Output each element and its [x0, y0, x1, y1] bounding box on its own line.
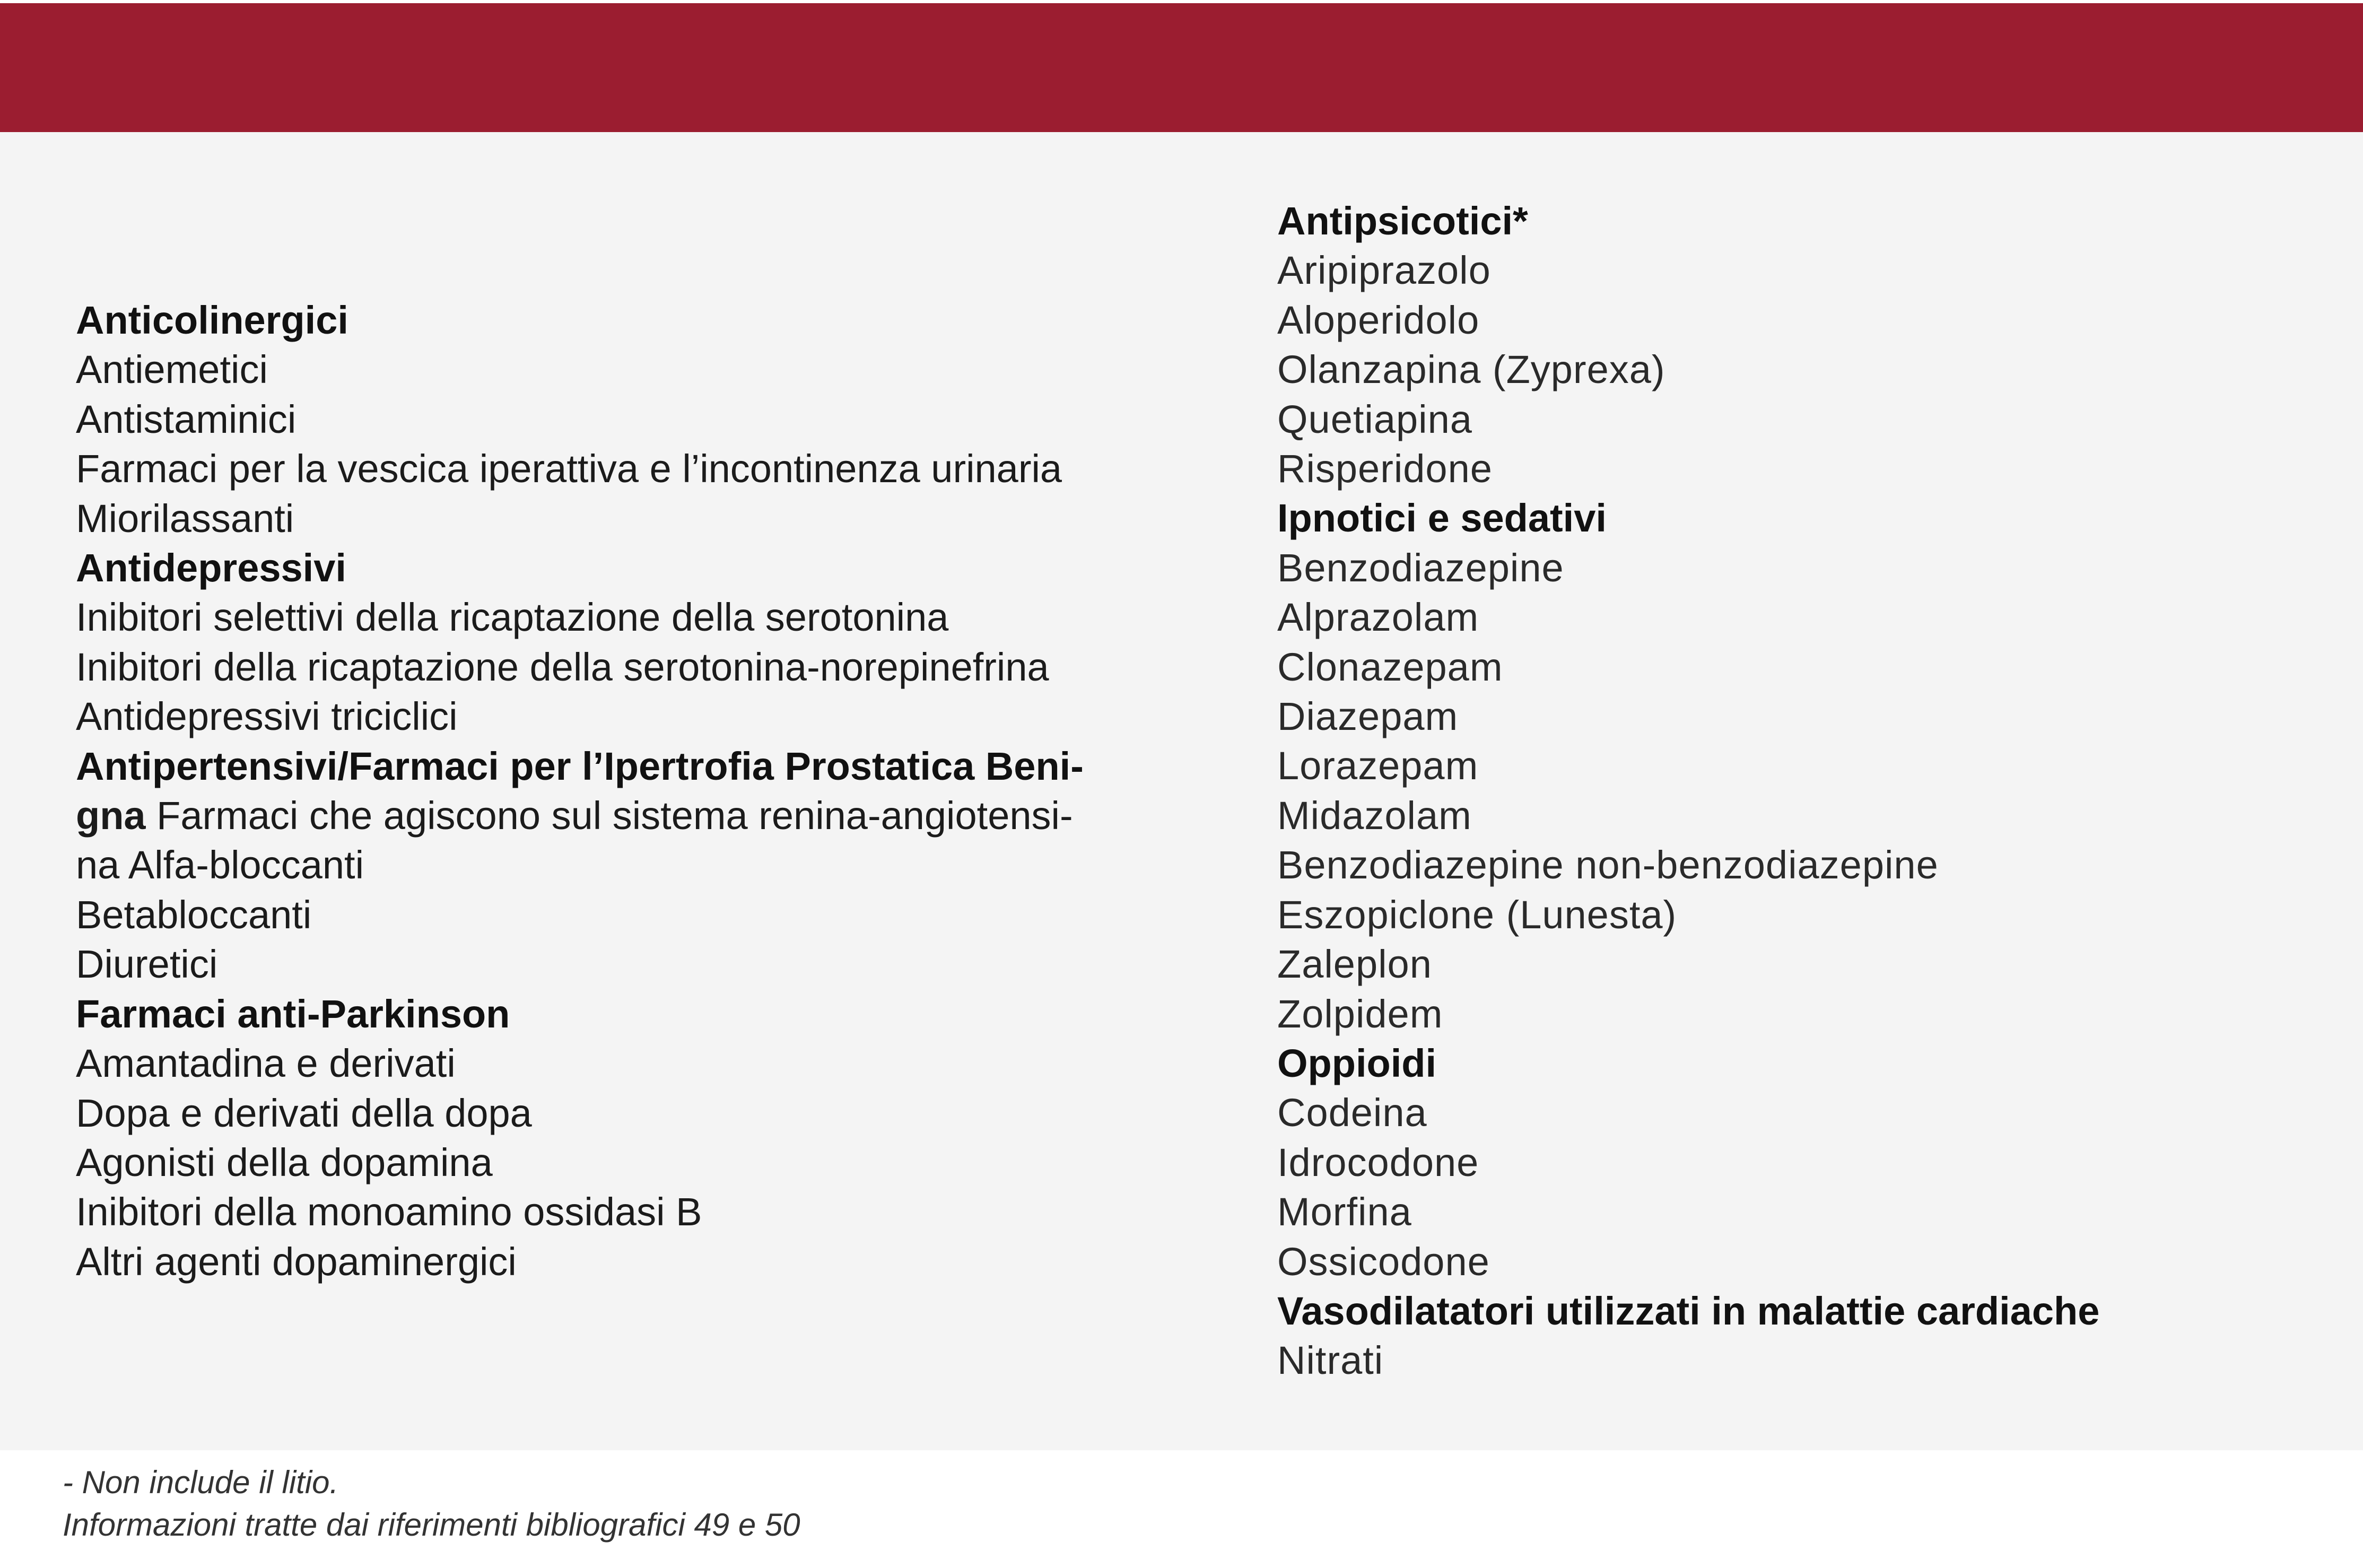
list-item: Alprazolam [1277, 595, 1479, 640]
list-item: Inibitori selettivi della ricaptazione della serotonina [76, 595, 949, 640]
list-item: Ossicodone [1277, 1239, 1490, 1284]
list-item: Quetiapina [1277, 397, 1472, 441]
list-item: Miorilassanti [76, 496, 294, 541]
list-item: Benzodiazepine non-benzodiazepine [1277, 843, 1939, 887]
list-item: Diazepam [1277, 694, 1459, 739]
list-item: Aloperidolo [1277, 298, 1480, 342]
list-item: Amantadina e derivati [76, 1041, 456, 1086]
category-heading: Anticolinergici [76, 298, 348, 342]
category-heading: Antipsicotici* [1277, 199, 1528, 243]
category-heading: Ipnotici e sedativi [1277, 496, 1607, 541]
list-item: Clonazepam [1277, 644, 1503, 689]
list-item: Morfina [1277, 1190, 1412, 1234]
list-item: Zolpidem [1277, 991, 1443, 1036]
category-heading: Oppioidi [1277, 1041, 1437, 1085]
left-drug-list [76, 295, 1147, 1286]
category-heading: Antidepressivi [76, 546, 346, 590]
list-item: Codeina [1277, 1091, 1427, 1135]
list-item: Lorazepam [1277, 744, 1479, 788]
category-heading: Farmaci anti-Parkinson [76, 991, 510, 1036]
right-drug-list [1277, 196, 2285, 1386]
list-item: Zaleplon [1277, 942, 1432, 987]
list-item: Altri agenti dopaminergici [76, 1239, 517, 1284]
list-item: Risperidone [1277, 447, 1493, 491]
category-heading-tail: gna [76, 794, 146, 838]
list-item: Inibitori della ricaptazione della serotonina-norepinefrina [76, 644, 1049, 689]
category-heading: Vasodilatatori utilizzati in malattie cardiache [1277, 1288, 2100, 1333]
list-item: Agonisti della dopamina [76, 1140, 493, 1184]
list-item: Dopa e derivati della dopa [76, 1091, 532, 1135]
list-item: Idrocodone [1277, 1140, 1479, 1184]
list-item: na Alfa-bloccanti [76, 843, 364, 887]
list-item: Farmaci che agiscono sul sistema renina-angiotensi- [145, 794, 1073, 838]
list-item: Diuretici [76, 942, 218, 987]
mixed-line [76, 791, 1147, 840]
list-item: Antidepressivi triciclici [76, 694, 458, 739]
footnote-references: Informazioni tratte dai riferimenti bibliografici 49 e 50 [63, 1507, 800, 1543]
list-item: Inibitori della monoamino ossidasi B [76, 1190, 702, 1234]
list-item: Midazolam [1277, 793, 1472, 838]
list-item: Benzodiazepine [1277, 545, 1564, 590]
list-item: Farmaci per la vescica iperattiva e l’incontinenza urinaria [76, 447, 1062, 491]
header-bar [0, 3, 2363, 132]
category-heading: Antipertensivi/Farmaci per l’Ipertrofia Prostatica Beni- [76, 744, 1084, 788]
list-item: Olanzapina (Zyprexa) [1277, 347, 1666, 392]
list-item: Nitrati [1277, 1338, 1384, 1383]
list-item: Betabloccanti [76, 892, 312, 937]
footnote-lithium: - Non include il litio. [63, 1465, 339, 1500]
list-item: Aripiprazolo [1277, 248, 1491, 293]
list-item: Antiemetici [76, 347, 268, 392]
list-item: Antistaminici [76, 397, 297, 441]
list-item: Eszopiclone (Lunesta) [1277, 892, 1677, 937]
